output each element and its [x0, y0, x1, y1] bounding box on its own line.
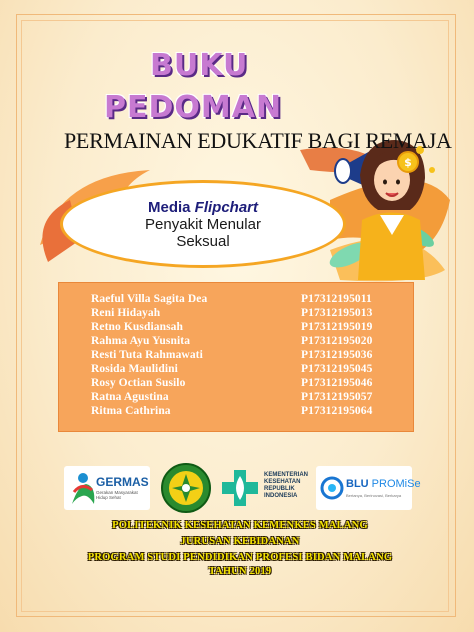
- member-nim: P17312195011: [301, 293, 372, 305]
- member-row: [91, 377, 391, 390]
- member-nim: P17312195036: [301, 349, 373, 361]
- member-name: Ratna Agustina: [91, 391, 169, 403]
- title-line-2: PEDOMAN: [104, 90, 283, 125]
- kemenkes-emblem-icon: [220, 468, 260, 508]
- member-nim: P17312195046: [301, 377, 373, 389]
- topic-line-3: Seksual: [176, 233, 230, 250]
- flipchart-word: Flipchart: [194, 199, 259, 216]
- member-row: [91, 405, 391, 418]
- germas-logo: [64, 466, 150, 510]
- member-name: Ritma Cathrina: [91, 405, 171, 417]
- member-row: [91, 363, 391, 376]
- subtitle: PERMAINAN EDUKATIF BAGI REMAJA: [64, 128, 452, 153]
- germas-subtitle: Gerakan Masyarakat Hidup Sehat: [96, 490, 138, 500]
- blu-wordmark: [346, 478, 421, 490]
- member-row: [91, 321, 391, 334]
- member-row: [91, 335, 391, 348]
- media-word: Media: [147, 199, 191, 216]
- member-list: [58, 282, 414, 432]
- poltekkes-logo: [160, 462, 212, 514]
- member-row: [91, 349, 391, 362]
- blu-promise-logo: [316, 466, 421, 510]
- kemenkes-line-3: REPUBLIK: [264, 486, 295, 492]
- member-nim: P17312195020: [301, 335, 373, 347]
- topic-line-2: Penyakit Menular: [145, 216, 261, 233]
- member-nim: P17312195019: [301, 321, 373, 333]
- footer-line-1: POLITEKNIK KESEHATAN KEMENKES MALANG: [112, 520, 368, 531]
- blu-name: PROMiSe: [371, 478, 421, 490]
- member-nim: P17312195064: [301, 405, 373, 417]
- kemenkes-text: [264, 472, 308, 500]
- member-row: [91, 391, 391, 404]
- member-nim: P17312195057: [301, 391, 373, 403]
- blu-tagline: Bertanya, Berinovasi, Berkarya: [346, 493, 402, 498]
- footer-line-3: PROGRAM STUDI PENDIDIKAN PROFESI BIDAN MALANG: [87, 552, 393, 563]
- germas-title: GERMAS: [96, 475, 149, 489]
- member-nim: P17312195013: [301, 307, 373, 319]
- member-name: Retno Kusdiansah: [91, 321, 184, 333]
- germas-emblem-icon: [68, 468, 98, 508]
- member-row: [91, 307, 391, 320]
- member-name: Rosy Octian Susilo: [91, 377, 186, 389]
- member-nim: P17312195045: [301, 363, 373, 375]
- kemenkes-line-4: INDONESIA: [264, 493, 298, 499]
- topic-line-1: [63, 199, 343, 216]
- member-name: Rosida Maulidini: [91, 363, 178, 375]
- member-row: [91, 293, 391, 306]
- member-name: Rahma Ayu Yusnita: [91, 335, 191, 347]
- member-name: Reni Hidayah: [91, 307, 161, 319]
- blu-brand: BLU: [346, 478, 369, 490]
- blu-swirl-icon: [320, 473, 344, 503]
- kemenkes-line-1: KEMENTERIAN: [264, 472, 309, 478]
- footer-line-2: JURUSAN KEBIDANAN: [180, 536, 300, 547]
- svg-text:$: $: [404, 156, 412, 169]
- title-line-1: BUKU: [150, 48, 249, 83]
- coin-icon: [398, 152, 418, 172]
- kemenkes-line-2: KESEHATAN: [264, 479, 301, 485]
- topic-oval: [60, 180, 346, 268]
- footer-line-4: TAHUN 2019: [208, 566, 272, 577]
- member-name: Resti Tuta Rahmawati: [91, 349, 203, 361]
- member-name: Raeful Villa Sagita Dea: [91, 293, 208, 305]
- kemenkes-logo: [220, 466, 312, 510]
